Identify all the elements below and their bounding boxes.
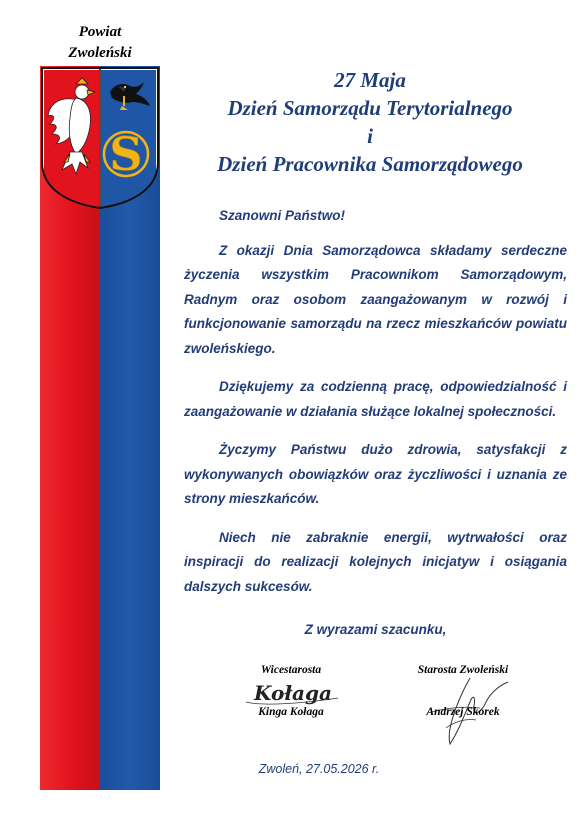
- letter-greeting: Szanowni Państwo!: [219, 208, 346, 223]
- title-local-government-day: Dzień Samorządu Terytorialnego: [227, 96, 513, 120]
- letter-paragraph: Niech nie zabraknie energii, wytrwałości oraz inspiracji do realizacji kolejnych inicjatyw i osiągania dalszych sukcesów.: [184, 529, 567, 594]
- svg-text:S: S: [109, 127, 143, 181]
- date-line: Zwoleń, 27.05.2026 r.: [258, 762, 380, 776]
- county-name-line1: Powiat: [78, 24, 122, 40]
- title-date: 27 Maja: [334, 68, 406, 92]
- letter-paragraph: Z okazji Dnia Samorządowca składamy serdeczne życzenia wszystkim Pracownikom Samorządowym, Radnym oraz osobom zaangażowanym w rozwój i funkcjonowanie samorządu na rzecz mieszkańców powiatu zwoleńskiego.: [184, 242, 567, 356]
- signature-role: Starosta Zwoleński: [417, 664, 509, 676]
- page-title: [185, 66, 555, 178]
- letter-closing: Z wyrazami szacunku,: [304, 622, 447, 637]
- county-name-line2: Zwoleński: [68, 45, 132, 61]
- signature-name: Kinga Kołaga: [258, 706, 324, 718]
- shield-icon: [42, 68, 158, 210]
- svg-text:Kołaga: Kołaga: [254, 681, 332, 705]
- title-conjunction: i: [367, 124, 373, 148]
- title-local-government-worker-day: Dzień Pracownika Samorządowego: [217, 152, 523, 176]
- letter-paragraph: Życzymy Państwu dużo zdrowia, satysfakcji z wykonywanych obowiązków oraz życzliwości i uznania ze strony mieszkańców.: [184, 442, 567, 506]
- signature-block-deputy: [226, 664, 356, 726]
- signature-block-starost: [398, 664, 528, 754]
- letter-paragraph: Dziękujemy za codzienną pracę, odpowiedzialność i zaangażowanie w działania służące lokalnej społeczności.: [184, 379, 567, 419]
- letter-body: [184, 204, 567, 613]
- handwritten-signature-kolaga: [238, 678, 348, 708]
- signature-name: Andrzej Skorek: [426, 706, 500, 718]
- gold-s-letter-icon: [104, 127, 148, 181]
- county-name: [40, 22, 160, 64]
- signature-role: Wicestarosta: [260, 664, 322, 676]
- coat-of-arms-banner: [40, 66, 160, 790]
